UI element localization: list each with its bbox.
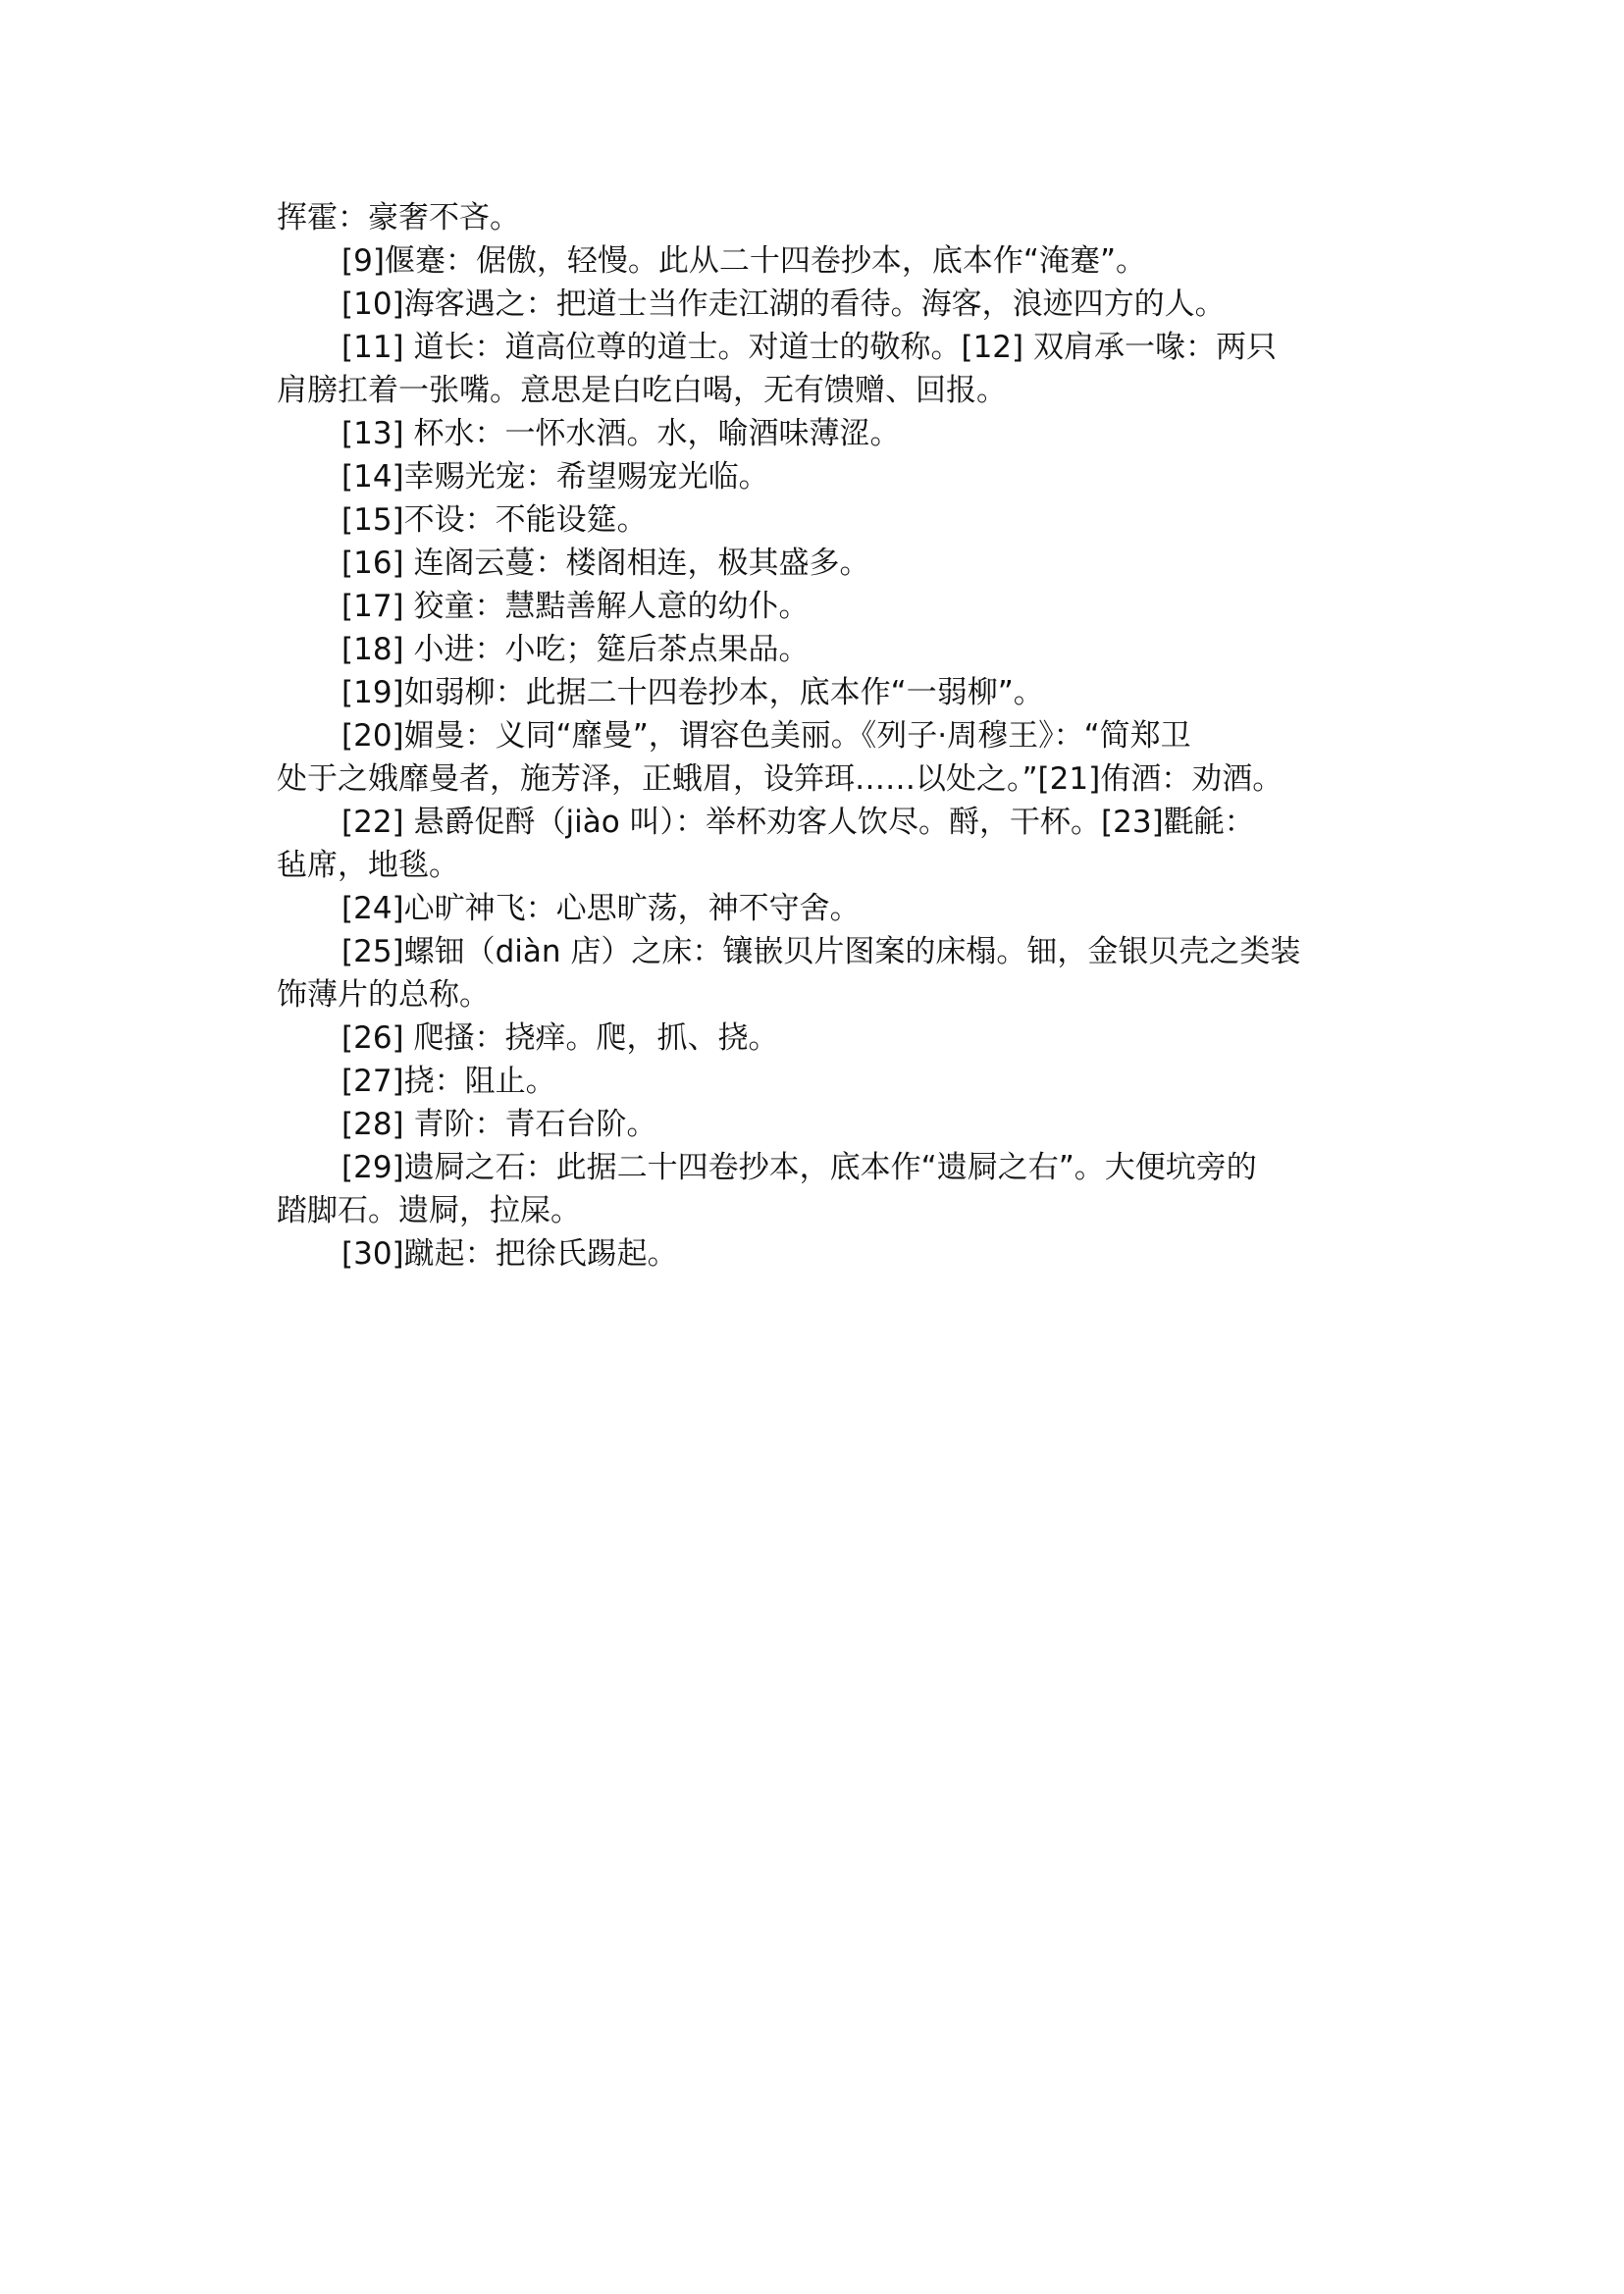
text-line: [25]螺钿（diàn 店）之床：镶嵌贝片图案的床榻。钿，金银贝壳之类装: [341, 934, 1301, 969]
text-line: [18] 小进：小吃；筵后茶点果品。: [341, 632, 810, 667]
text-line: [27]挠：阻止。: [341, 1064, 556, 1099]
text-line: [9]偃蹇：倨傲，轻慢。此从二十四卷抄本，底本作“淹蹇”。: [341, 243, 1147, 279]
text-line: [29]遗屙之石：此据二十四卷抄本，底本作“遗屙之右”。大便坑旁的: [341, 1150, 1257, 1185]
text-line: [17] 狡童：慧黠善解人意的幼仆。: [341, 589, 810, 624]
text-line: [28] 青阶：青石台阶。: [341, 1107, 657, 1142]
text-line: [14]幸赐光宠：希望赐宠光临。: [341, 459, 769, 495]
text-line: 处于之娥靡曼者，施芳泽，正蛾眉，设笄珥……以处之。”[21]侑酒：劝酒。: [277, 761, 1283, 797]
text-line: [30]蹴起：把徐氏踢起。: [341, 1236, 678, 1272]
text-line: 饰薄片的总称。: [277, 977, 490, 1013]
text-line: 踏脚石。遗屙，拉屎。: [277, 1193, 581, 1228]
text-line: 毡席，地毯。: [277, 848, 459, 883]
text-line: [20]媚曼：义同“靡曼”，谓容色美丽。《列子·周穆王》：“简郑卫: [341, 718, 1191, 754]
text-line: [24]心旷神飞：心思旷荡，神不守舍。: [341, 891, 861, 926]
text-line: [10]海客遇之：把道士当作走江湖的看待。海客，浪迹四方的人。: [341, 287, 1226, 322]
text-line: [22] 悬爵促酹（jiào 叫）：举杯劝客人饮尽。酹，干杯。[23]氍毹：: [341, 805, 1255, 840]
text-line: 挥霍：豪奢不吝。: [277, 200, 520, 235]
text-line: [13] 杯水：一怀水酒。水，喻酒味薄涩。: [341, 416, 901, 451]
text-line: [26] 爬搔：挠痒。爬，抓、挠。: [341, 1020, 779, 1056]
text-line: [19]如弱柳：此据二十四卷抄本，底本作“一弱柳”。: [341, 675, 1044, 710]
text-line: 肩膀扛着一张嘴。意思是白吃白喝，无有馈赠、回报。: [277, 373, 1007, 408]
text-line: [11] 道长：道高位尊的道士。对道士的敬称。[12] 双肩承一喙：两只: [341, 330, 1277, 365]
text-line: [16] 连阁云蔓：楼阁相连，极其盛多。: [341, 546, 870, 581]
document-page: [277, 196, 1366, 1276]
text-line: [15]不设：不能设筵。: [341, 502, 648, 538]
